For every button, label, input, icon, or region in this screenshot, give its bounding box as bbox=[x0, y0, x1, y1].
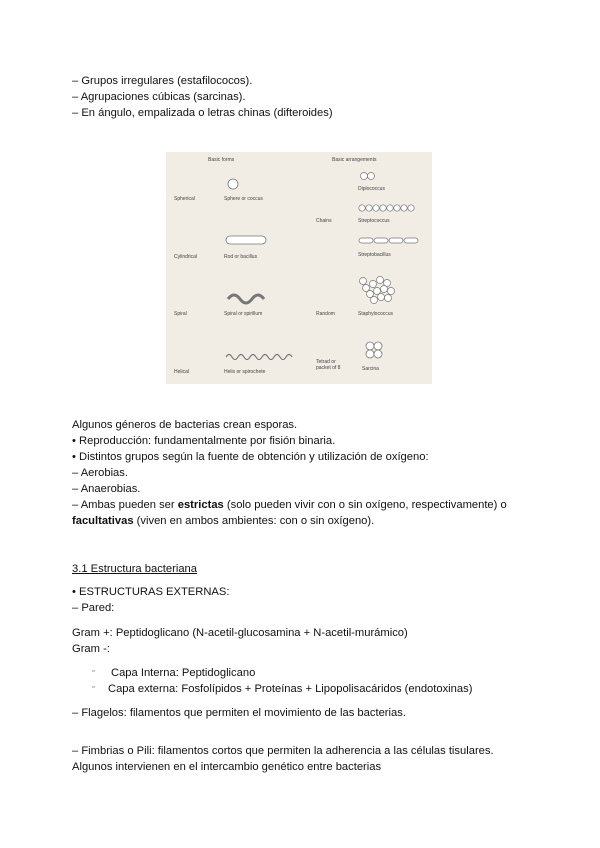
term-estrictas: estrictas bbox=[177, 499, 224, 511]
label-tetrad: Tetrad or bbox=[316, 359, 336, 365]
capa-interna-line: Capa Interna: Peptidoglicano bbox=[111, 667, 256, 679]
label-tetrad-2: packet of 8 bbox=[316, 365, 341, 371]
body-line-grupos: • Distintos grupos según la fuente de obtención y utilización de oxígeno: bbox=[72, 451, 429, 463]
row-label-spherical: Spherical bbox=[174, 196, 195, 202]
label-chains: Chains bbox=[316, 218, 332, 224]
label-sarcina: Sarcina bbox=[362, 366, 379, 372]
row-label-helical: Helical bbox=[174, 369, 190, 375]
label-staphylococcus: Staphylococcus bbox=[358, 311, 394, 317]
intro-line-3: – En ángulo, empalizada o letras chinas (difteroides) bbox=[72, 107, 333, 119]
sphere-shape bbox=[228, 179, 238, 189]
algunos-line: Algunos intervienen en el intercambio genético entre bacterias bbox=[72, 761, 382, 773]
label-diplococcus: Diplococcus bbox=[358, 186, 385, 192]
form-label-spirochete: Helix or spirochete bbox=[224, 369, 266, 375]
row-label-spiral: Spiral bbox=[174, 311, 187, 317]
bacteria-shapes-figure bbox=[166, 152, 432, 384]
fimbrias-line: – Fimbrias o Pili: filamentos cortos que permiten la adherencia a las células tisulares. bbox=[72, 745, 494, 757]
streptobacillus-shape bbox=[359, 238, 418, 243]
body-line-esporas: Algunos géneros de bacterias crean esporas. bbox=[72, 419, 298, 431]
form-label-rod: Rod or bacillus bbox=[224, 254, 258, 260]
streptococcus-shape bbox=[359, 205, 414, 211]
intro-line-1: – Grupos irregulares (estafilococos). bbox=[72, 75, 253, 87]
facultativas-suffix: (viven en ambos ambientes: con o sin oxígeno). bbox=[133, 515, 375, 527]
label-random: Random bbox=[316, 311, 335, 317]
list-bullet-icon: ▫ bbox=[92, 668, 95, 675]
staphylococcus-shape bbox=[360, 277, 395, 304]
ambas-suffix: (solo pueden vivir con o sin oxígeno, respectivamente) o bbox=[223, 499, 507, 511]
capa-externa-line: Capa externa: Fosfolípidos + Proteínas + Lipopolisacáridos (endotoxinas) bbox=[108, 683, 473, 695]
form-label-sphere: Sphere or coccus bbox=[224, 196, 263, 202]
row-label-cylindrical: Cylindrical bbox=[174, 254, 198, 260]
body-line-aerobias: – Aerobias. bbox=[72, 467, 128, 479]
term-facultativas: facultativas bbox=[72, 515, 134, 527]
spiral-shape bbox=[228, 295, 264, 303]
external-structures-heading: • ESTRUCTURAS EXTERNAS: bbox=[72, 586, 230, 598]
helix-shape bbox=[226, 355, 292, 360]
gram-negative-line: Gram -: bbox=[72, 643, 110, 655]
label-streptococcus: Streptococcus bbox=[358, 218, 390, 224]
body-line-facultativas bbox=[72, 514, 374, 528]
rod-shape bbox=[226, 236, 266, 244]
body-line-reproduccion: • Reproducción: fundamentalmente por fisión binaria. bbox=[72, 435, 336, 447]
sarcina-shape bbox=[366, 342, 382, 358]
ambas-prefix: – Ambas pueden ser bbox=[72, 499, 178, 511]
intro-line-2: – Agrupaciones cúbicas (sarcinas). bbox=[72, 91, 246, 103]
header-basic-arrangements: Basic arrangements bbox=[332, 157, 377, 163]
body-line-ambas bbox=[72, 498, 507, 512]
body-line-anaerobias: – Anaerobias. bbox=[72, 483, 141, 495]
label-streptobacillus: Streptobacillus bbox=[358, 252, 391, 258]
header-basic-forms: Basic forms bbox=[208, 157, 235, 163]
gram-positive-line: Gram +: Peptidoglicano (N-acetil-glucosamina + N-acetil-murámico) bbox=[72, 627, 408, 639]
section-title: 3.1 Estructura bacteriana bbox=[72, 563, 197, 575]
bacteria-diagram bbox=[166, 152, 432, 384]
flagelos-line: – Flagelos: filamentos que permiten el movimiento de las bacterias. bbox=[72, 707, 406, 719]
pared-line: – Pared: bbox=[72, 602, 115, 614]
list-bullet-icon: ▫ bbox=[92, 684, 95, 691]
form-label-spirillum: Spiral or spirillum bbox=[224, 311, 263, 317]
